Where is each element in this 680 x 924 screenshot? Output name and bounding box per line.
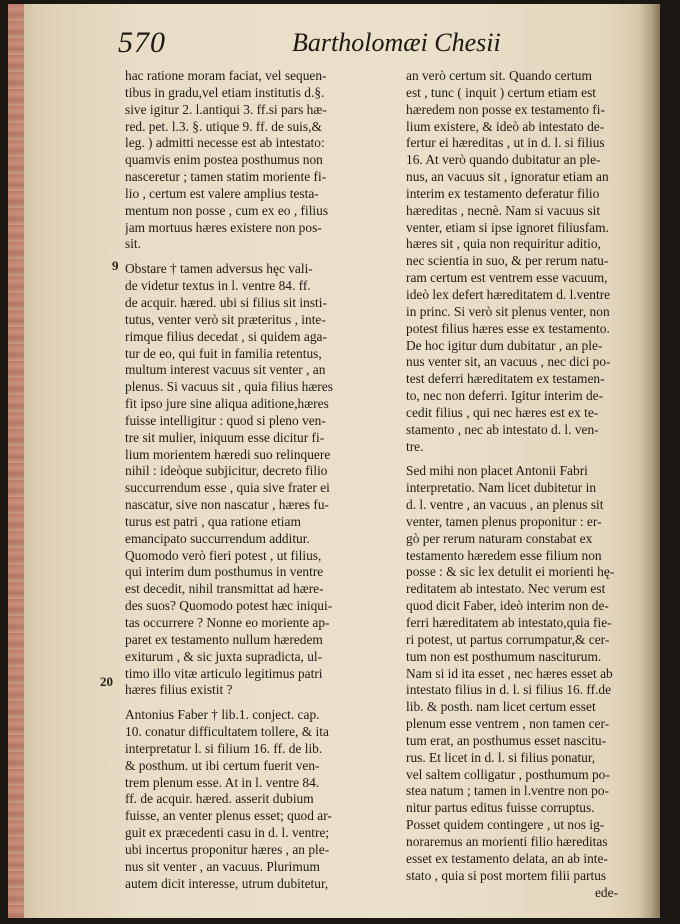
text-line: nasceretur ; tamen statim moriente fi- (125, 169, 327, 185)
right-column (406, 68, 622, 901)
text-line: est decedit, nihil transmittat ad hære- (125, 581, 324, 597)
paragraph-gap (125, 253, 395, 261)
text-line: rus. Et licet in d. l. si filius ponatur, (406, 749, 596, 765)
text-line: de acquir. hæred. ubi si filius sit insti- (125, 294, 327, 310)
text-line: exiturum , & sic juxta supradicta, ul- (125, 648, 323, 664)
text-line: autem dicit interesse, utrum dubitetur, (125, 875, 329, 891)
text-line: des suos? Quomodo potest hæc iniqui- (125, 598, 333, 614)
text-line: guit ex præcedenti casu in d. l. ventre; (125, 825, 330, 841)
text-line: emancipato succurrendum additur. (125, 530, 310, 546)
paragraph-gap (406, 455, 622, 463)
text-line: nus venter sit, an vacuus , nec dici po- (406, 354, 611, 370)
text-line: multum interest vacuus sit venter , an (125, 362, 326, 378)
text-line: nihil : ideòque subjicitur, decreto filio (125, 463, 328, 479)
text-line: tibus in gradu,vel etiam institutis d.§. (125, 84, 325, 100)
text-line: hæreditas , necnè. Nam si vacuus sit (406, 202, 601, 218)
text-line: venter, etiam si ipse ignoret filiusfam. (406, 219, 609, 235)
paragraph-gap (125, 699, 395, 707)
catchword: ede- (594, 884, 618, 900)
text-line: potest filius hæres esse ex testamento. (406, 320, 610, 336)
text-line: interim ex testamento deferatur filio (406, 185, 600, 201)
margin-number: 20 (100, 674, 113, 689)
text-line: d. l. ventre , an vacuus , an plenus sit (406, 497, 604, 513)
text-line: lium morientem hæredi suo relinquere (125, 446, 331, 462)
text-line: De hoc igitur dum dubitatur , an ple- (406, 337, 603, 353)
text-line: de videtur textus in l. ventre 84. ff. (125, 278, 311, 294)
text-line: vel saltem colligatur , posthumum po- (406, 766, 610, 782)
text-line: hæres sit , quia non requiritur aditio, (406, 236, 601, 252)
text-line: trem plenum esse. At in l. ventre 84. (125, 774, 320, 790)
page-gutter-shadow (638, 4, 660, 918)
text-line: Nam si id ita esset , nec hæres esset ab (406, 665, 613, 681)
text-line: tre. (406, 438, 424, 454)
text-line: red. pet. l.3. §. utique 9. ff. de suis,& (125, 118, 322, 134)
text-line: Antonius Faber † lib.1. conject. cap. (125, 707, 320, 723)
text-line: Posset quidem contingere , ut nos ig- (406, 817, 605, 833)
text-line: ri potest, ut partus corrumpatur,& cer- (406, 631, 610, 647)
text-line: interpretatio. Nam licet dubitetur in (406, 480, 597, 496)
text-line: sit. (125, 236, 141, 252)
text-line: sive igitur 2. l.antiqui 3. ff.si pars hæ- (125, 101, 327, 117)
text-line: jam mortuus hæres existere non pos- (125, 219, 322, 235)
text-line: est , tunc ( inquit ) certum etiam est (406, 84, 597, 100)
text-line: venter, tamen plenus proponitur : er- (406, 513, 602, 529)
text-line: reditatem ab intestato. Nec verum est (406, 581, 606, 597)
text-line: succurrendum esse , quia sive frater ei (125, 480, 330, 496)
text-line: plenum esse ventrem , non tamen cer- (406, 716, 610, 732)
text-line: quod dicit Faber, ideò interim non de- (406, 598, 609, 614)
text-line: leg. ) admitti necesse est ab intestato: (125, 135, 325, 151)
text-line: noraremus an morienti filio hæreditas (406, 833, 608, 849)
text-line: mentum non posse , cum ex eo , filius (125, 202, 329, 218)
left-column (125, 68, 395, 893)
book-page (8, 4, 660, 918)
text-line: tum erat, an posthumus esset nascitu- (406, 732, 607, 748)
text-line: Obstare † tamen adversus hęc vali- (125, 261, 313, 277)
text-line: nus sit venter , an vacuus. Plurimum (125, 858, 320, 874)
text-line: Sed mihi non placet Antonii Fabri (406, 463, 588, 479)
text-line: lium existere, & ideò ab intestato de- (406, 118, 605, 134)
page-edge-left (8, 4, 24, 918)
text-line: fertur ei hæreditas , ut in d. l. si filius (406, 135, 605, 151)
text-line: intestato filius in d. l. si filius 16. ff.de (406, 682, 612, 698)
text-line: tre sit mulier, iniquum esse dicitur fi- (125, 429, 325, 445)
text-line: gò per rerum naturam constabat ex (406, 530, 593, 546)
text-line: lib. & posth. nam licet certum esset (406, 699, 596, 715)
text-line: paret ex testamento nullum hæredem (125, 631, 323, 647)
text-line: tur de eo, qui fuit in familia retentus, (125, 345, 322, 361)
text-line: ram certum est ventrem esse vacuum, (406, 270, 608, 286)
text-line: stamento , nec ab intestato d. l. ven- (406, 421, 599, 437)
text-line: lio , certum est valere amplius testa- (125, 185, 319, 201)
text-line: quamvis enim postea posthumus non (125, 152, 323, 168)
text-line: & posthum. ut ibi certum fuerit ven- (125, 757, 320, 773)
text-line: interpretatur l. si filium 16. ff. de lib. (125, 740, 323, 756)
text-line: timo illo vitæ articulo legitimus patri (125, 665, 323, 681)
text-line: testamento hæredem esse filium non (406, 547, 602, 563)
running-head: Bartholomæi Chesii (292, 28, 501, 57)
margin-number: 9 (112, 258, 119, 273)
page-header (118, 26, 538, 66)
text-line: stato , quia si post mortem filii partus (406, 867, 607, 883)
text-line: an verò certum sit. Quando certum (406, 68, 592, 83)
text-line: tutus, venter verò sit præteritus , inte- (125, 311, 326, 327)
text-line: plenus. Si vacuus sit , quia filius hæres (125, 379, 333, 395)
text-line: ideò lex defert hæreditatem d. l.ventre (406, 286, 611, 302)
text-line: fit ipso jure sine aliqua aditione,hæres (125, 396, 329, 412)
text-line: 16. At verò quando dubitatur an ple- (406, 152, 601, 168)
text-line: to, nec non deferri. Igitur interim de- (406, 388, 604, 404)
text-line: tas occurrere ? Nonne eo moriente ap- (125, 615, 330, 630)
text-line: cedit filius , qui nec hæres est ex te- (406, 404, 599, 420)
text-line: ubi incertus proponitur hæres , an ple- (125, 841, 330, 857)
text-line: ferri hæreditatem ab intestato,quia fie- (406, 615, 612, 630)
text-line: stea natum ; tamen in l.ventre non po- (406, 783, 610, 799)
text-line: nascatur, sive non nascatur , hæres fu- (125, 497, 329, 513)
text-line: hac ratione moram faciat, vel sequen- (125, 68, 327, 83)
text-line: Quomodo verò fieri potest , ut filius, (125, 547, 322, 563)
text-line: test deferri hæreditatem ex testamen- (406, 371, 605, 387)
text-line: posse : & sic lex detulit ei morienti hę- (406, 564, 615, 580)
text-line: qui interim dum posthumus in ventre (125, 564, 324, 580)
text-line: esset ex testamento delata, an ab inte- (406, 850, 608, 866)
text-line: fuisse, an venter plenus esset; quod ar- (125, 808, 332, 824)
text-line: nitur partus editus fuisse corruptus. (406, 800, 595, 816)
text-line: fuisse intelligitur : quod si pleno ven- (125, 412, 326, 428)
page-number: 570 (118, 26, 166, 59)
text-line: ff. de acquir. hæred. asserit dubium (125, 791, 314, 807)
text-line: nus, an vacuus sit , ignoratur etiam an (406, 169, 609, 185)
text-line: in princ. Si verò sit plenus venter, non (406, 303, 610, 319)
text-line: 10. conatur difficultatem tollere, & ita (125, 724, 329, 740)
text-line: nec scientia in suo, & per rerum natu- (406, 253, 609, 269)
text-line: turus est patri , qua ratione etiam (125, 513, 301, 529)
text-line: hæredem non posse ex testamento fi- (406, 101, 605, 117)
text-line: hæres filius existit ? (125, 682, 233, 698)
text-line: tum non est posthumum nasciturum. (406, 648, 602, 664)
text-line: rimque filius decedat , si quidem aga- (125, 328, 327, 344)
